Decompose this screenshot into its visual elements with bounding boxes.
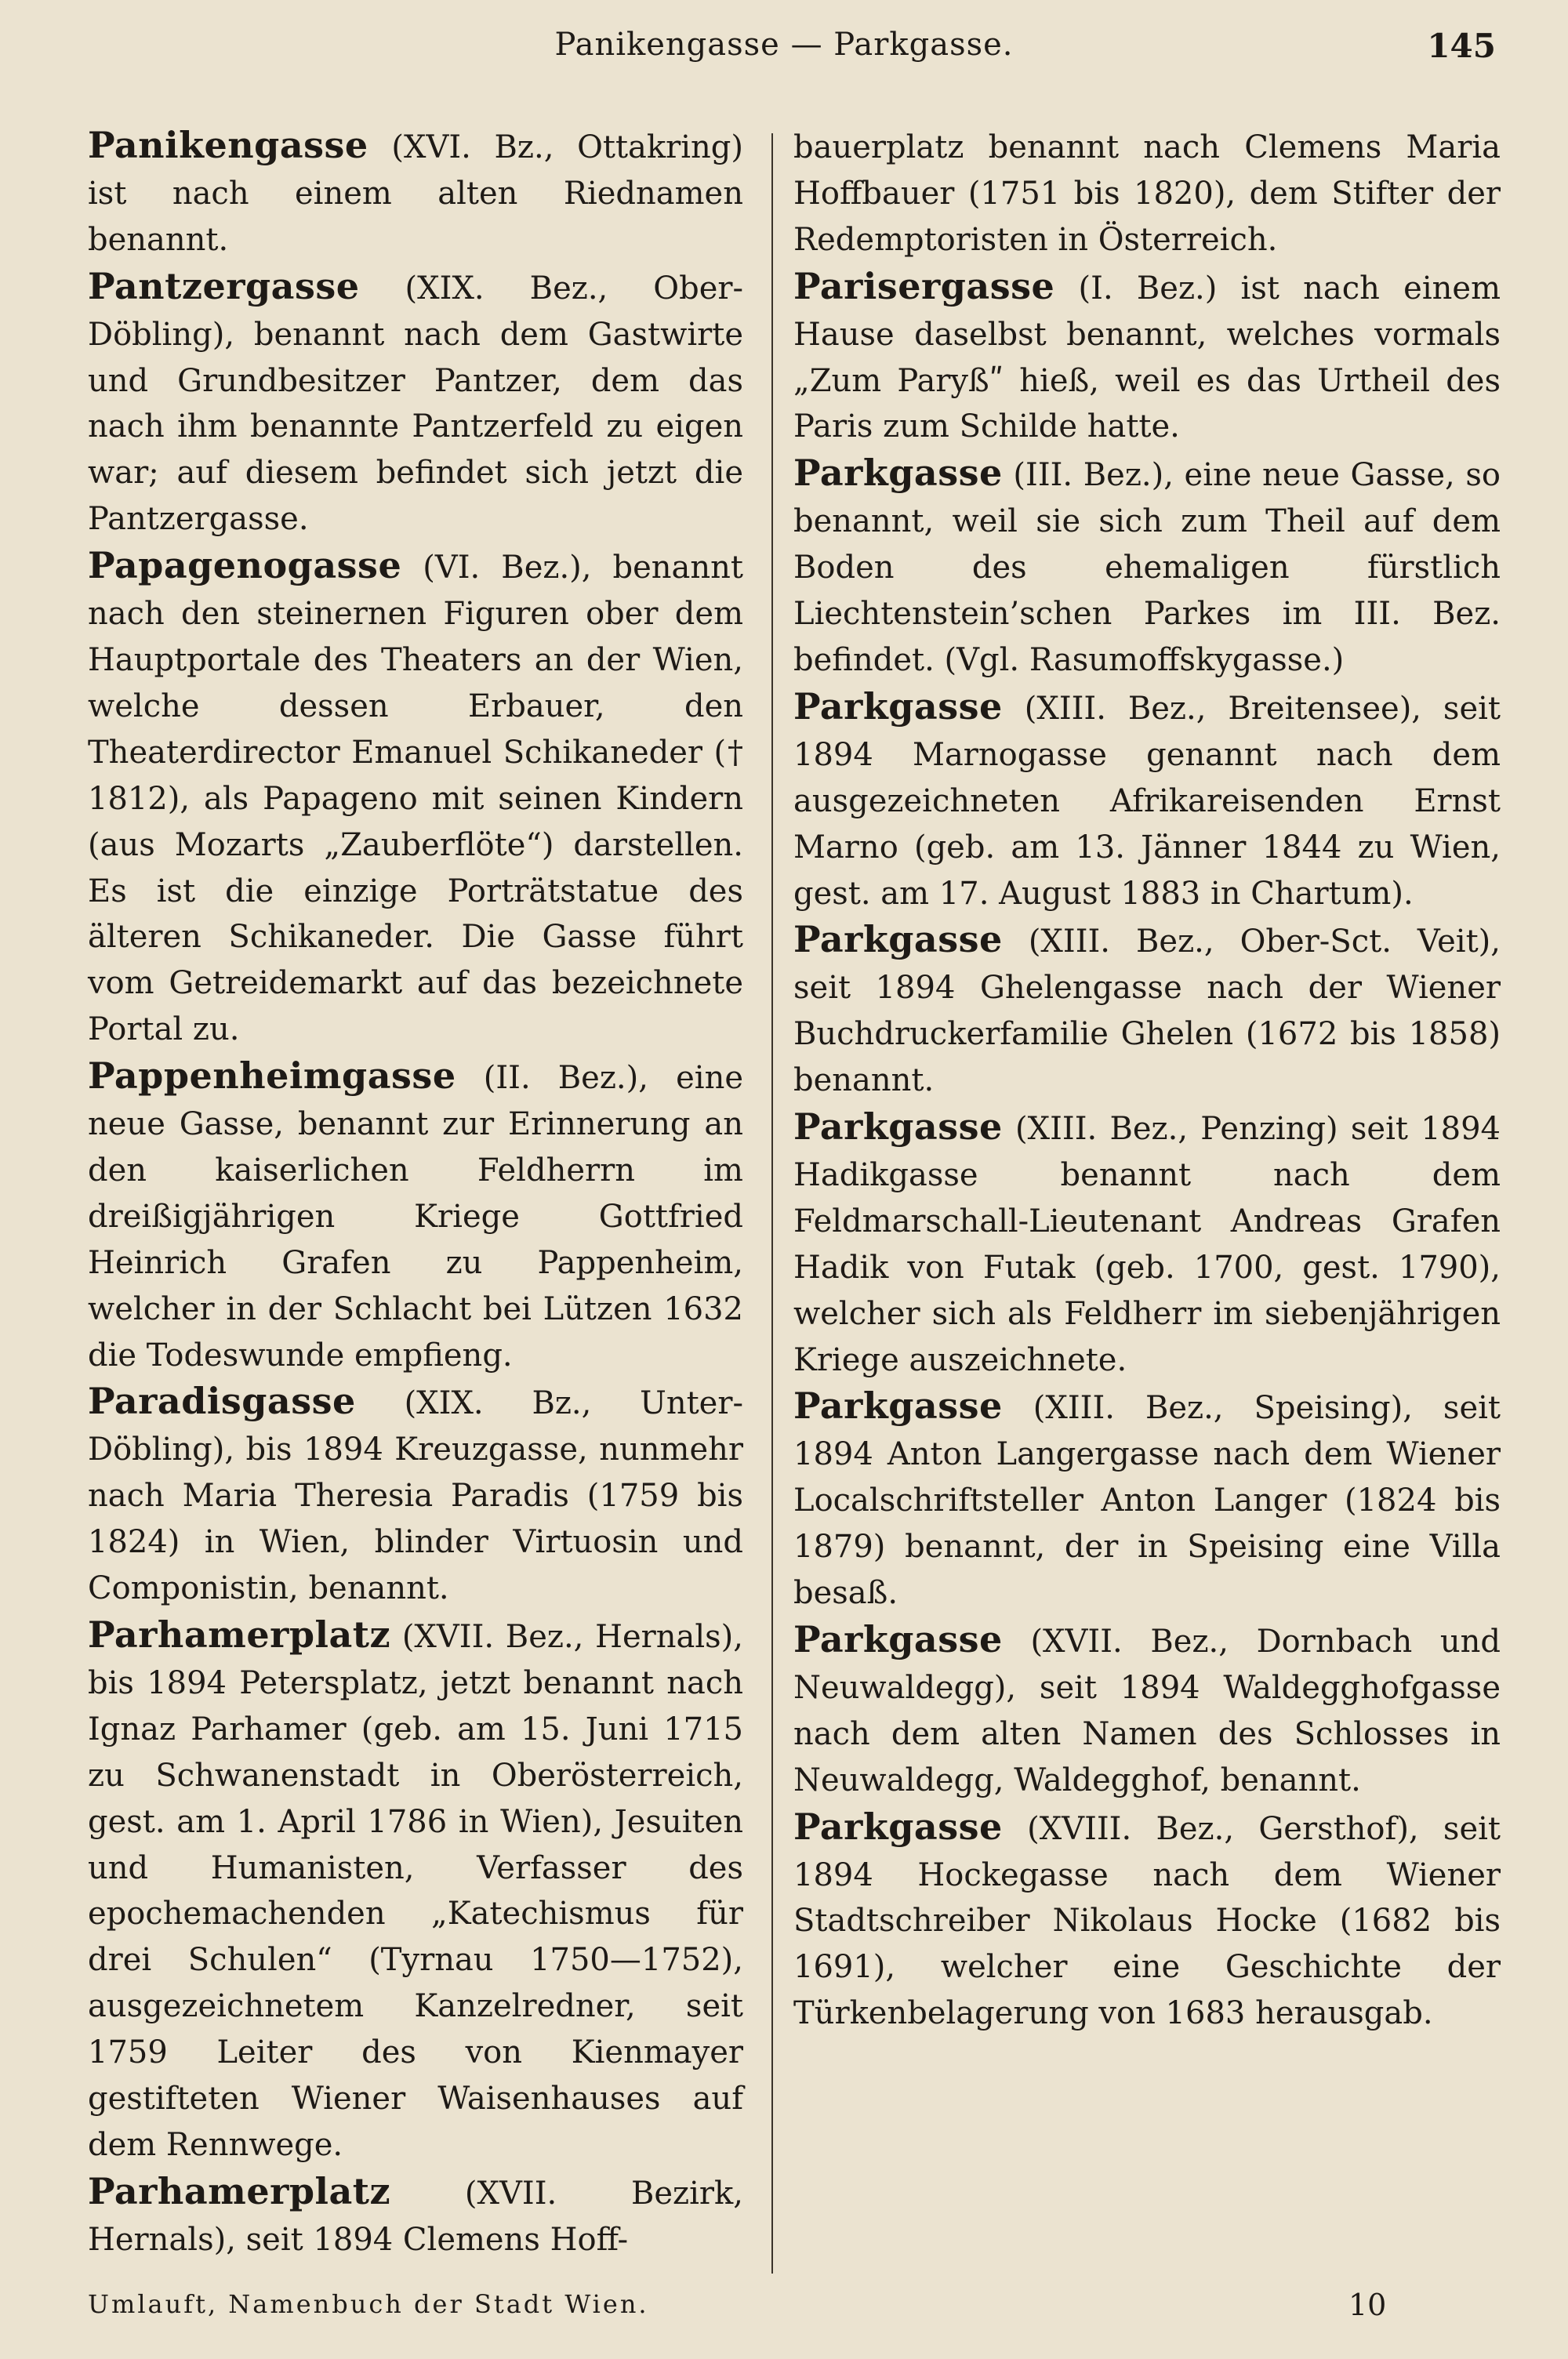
page-number: 145 bbox=[1427, 27, 1496, 65]
entry-parkgasse-breitensee bbox=[793, 684, 1501, 917]
entry-headword: Pantzergasse bbox=[88, 264, 360, 307]
entry-continuation bbox=[793, 122, 1501, 263]
entry-text: (XVII. Bez., Hernals), bis 1894 Petersplatz, jetzt benannt nach Ignaz Parhamer (geb. am 15. Juni 1715 zu Schwanenstadt in Oberösterreich, gest. am 1. April 1786 in Wien), Jesuiten und Humanisten, Verfasser des epochemachenden „Katechismus für drei Schulen“ (Tyrnau 1750—1752), ausgezeichnetem Kanzelredner, seit 1759 Leiter des von Kienmayer gestifteten Wiener Waisenhauses auf dem Rennwege. bbox=[88, 1619, 743, 2163]
entry-pantzergasse bbox=[88, 263, 743, 543]
entry-headword: Pappenheimgasse bbox=[88, 1054, 456, 1098]
entry-headword: Parhamerplatz bbox=[88, 1613, 391, 1656]
entry-headword: Paradisgasse bbox=[88, 1380, 356, 1423]
entry-paradisgasse bbox=[88, 1378, 743, 1612]
entry-headword: Parkgasse bbox=[793, 1618, 1003, 1660]
entry-parkgasse-penzing bbox=[793, 1104, 1501, 1383]
entry-pappenheimgasse bbox=[88, 1053, 743, 1378]
entry-text: (VI. Bez.), benannt nach den steinernen Figuren ober dem Hauptportale des Theaters an der Wien, welche dessen Erbauer, den Theaterdirector Emanuel Schikaneder († 1812), als Papageno mit seinen Kindern (aus Mozarts „Zauberflöte“) darstellen. Es ist die einzige Porträtstatue des älteren Schikaneder. Die Gasse führt vom Getreidemarkt auf das bezeichnete Portal zu. bbox=[88, 550, 743, 1048]
entry-text: (I. Bez.) ist nach einem Hause daselbst benannt, welches vormals „Zum Paryßʺ hieß, weil es das Urtheil des Paris zum Schilde hatte. bbox=[793, 270, 1501, 445]
entry-parhamerplatz-1 bbox=[88, 1612, 743, 2168]
entry-headword: Parkgasse bbox=[793, 918, 1003, 961]
entry-text: (III. Bez.), eine neue Gasse, so benannt, weil sie sich zum Theil auf dem Boden des ehemaligen fürstlich Liechtenstein’schen Parkes im III. Bez. befindet. (Vgl. Rasumoffskygasse.) bbox=[793, 457, 1501, 678]
right-column bbox=[793, 122, 1501, 2037]
entry-headword: Parhamerplatz bbox=[88, 2169, 391, 2212]
footer-sheet-number: 10 bbox=[1348, 2288, 1387, 2322]
entry-text: (XIII. Bez., Speising), seit 1894 Anton Langergasse nach dem Wiener Localschriftsteller Anton Langer (1824 bis 1879) benannt, der in Speising eine Villa besaß. bbox=[793, 1390, 1501, 1612]
entry-parhamerplatz-2 bbox=[88, 2168, 743, 2263]
entry-papagenogasse bbox=[88, 543, 743, 1053]
entry-parkgasse-gersthof bbox=[793, 1804, 1501, 2038]
entry-text: (XIX. Bez., Ober-Döbling), benannt nach dem Gastwirte und Grundbesitzer Pantzer, dem das nach ihm benannte Pantzerfeld zu eigen war; auf diesem befindet sich jetzt die Pantzergasse. bbox=[88, 270, 743, 538]
entry-text: (XIX. Bz., Unter-Döbling), bis 1894 Kreuzgasse, nunmehr nach Maria Theresia Paradis (1759 bis 1824) in Wien, blinder Virtuosin und Componistin, benannt. bbox=[88, 1385, 743, 1607]
running-head: Panikengasse — Parkgasse. bbox=[554, 27, 1014, 63]
entry-parkgasse-iii bbox=[793, 450, 1501, 684]
entry-text: (XVII. Bezirk, Hernals), seit 1894 Clemens Hoff- bbox=[88, 2175, 743, 2258]
entry-text: (XIII. Bez., Ober-Sct. Veit), seit 1894 Ghelengasse nach der Wiener Buchdruckerfamilie Ghelen (1672 bis 1858) benannt. bbox=[793, 924, 1501, 1099]
left-column bbox=[88, 122, 743, 2263]
entry-text: (II. Bez.), eine neue Gasse, benannt zur Erinnerung an den kaiserlichen Feldherrn im dreißigjährigen Kriege Gottfried Heinrich Grafen zu Pappenheim, welcher in der Schlacht bei Lützen 1632 die Todeswunde empfieng. bbox=[88, 1060, 743, 1374]
entry-headword: Parisergasse bbox=[793, 264, 1055, 307]
footer-signature: Umlauft, Namenbuch der Stadt Wien. bbox=[88, 2289, 649, 2319]
entry-parkgasse-dornbach bbox=[793, 1617, 1501, 1804]
entry-text: (XIII. Bez., Breitensee), seit 1894 Marnogasse genannt nach dem ausgezeichneten Afrikareisenden Ernst Marno (geb. am 13. Jänner 1844 zu Wien, gest. am 17. August 1883 in Chartum). bbox=[793, 690, 1501, 912]
entry-text: (XVI. Bz., Ottakring) ist nach einem alten Riednamen benannt. bbox=[88, 129, 743, 258]
entry-parkgasse-speising bbox=[793, 1383, 1501, 1617]
entry-headword: Parkgasse bbox=[793, 1105, 1003, 1149]
entry-text: (XVIII. Bez., Gersthof), seit 1894 Hockegasse nach dem Wiener Stadtschreiber Nikolaus Hocke (1682 bis 1691), welcher eine Geschichte der Türkenbelagerung von 1683 herausgab. bbox=[793, 1810, 1501, 2032]
entry-panikengasse bbox=[88, 122, 743, 263]
entry-headword: Parkgasse bbox=[793, 684, 1003, 728]
entry-text: bauerplatz benannt nach Clemens Maria Hoffbauer (1751 bis 1820), dem Stifter der Redemptoristen in Österreich. bbox=[793, 129, 1501, 258]
entry-headword: Panikengasse bbox=[88, 124, 368, 166]
entry-headword: Parkgasse bbox=[793, 1385, 1003, 1428]
entry-text: (XIII. Bez., Penzing) seit 1894 Hadikgasse benannt nach dem Feldmarschall-Lieutenant Andreas Grafen Hadik von Futak (geb. 1700, gest. 1790), welcher sich als Feldherr im siebenjährigen Kriege auszeichnete. bbox=[793, 1111, 1501, 1378]
entry-headword: Parkgasse bbox=[793, 452, 1003, 495]
entry-headword: Parkgasse bbox=[793, 1805, 1003, 1848]
entry-parisergasse bbox=[793, 263, 1501, 451]
entry-parkgasse-ober-sct-veit bbox=[793, 916, 1501, 1104]
entry-text: (XVII. Bez., Dornbach und Neuwaldegg), seit 1894 Waldegghofgasse nach dem alten Namen des Schlosses in Neuwaldegg, Waldegghof, benannt. bbox=[793, 1624, 1501, 1798]
column-divider bbox=[771, 133, 773, 2274]
entry-headword: Papagenogasse bbox=[88, 544, 402, 587]
